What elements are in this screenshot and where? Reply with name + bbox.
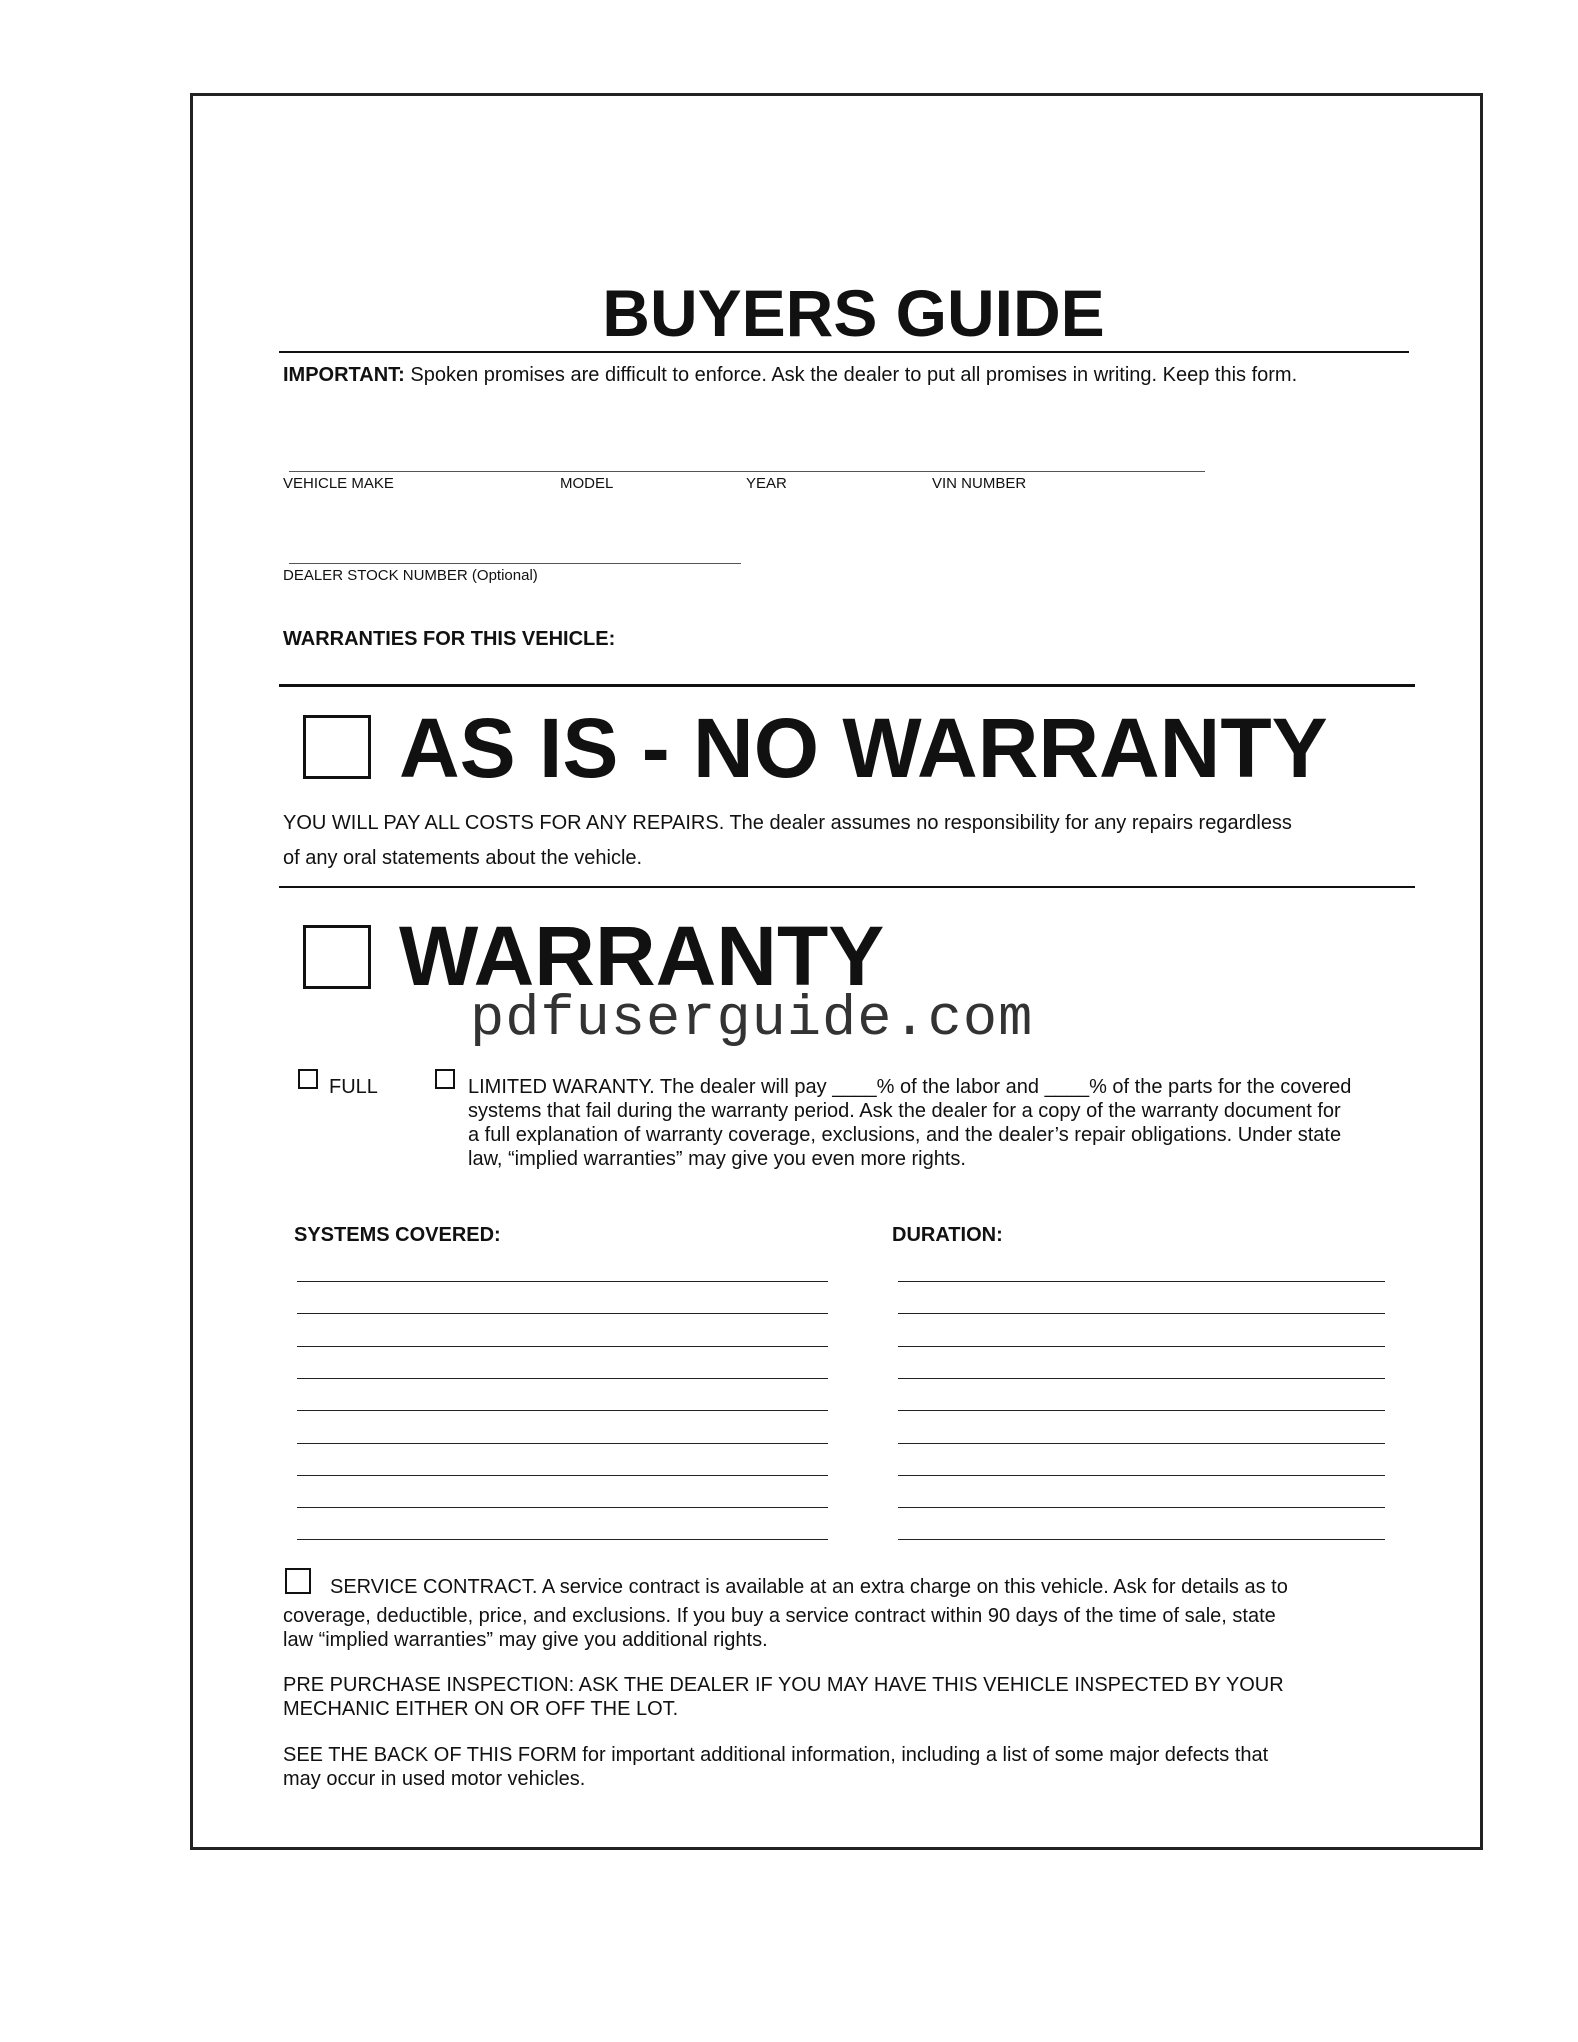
important-text: Spoken promises are difficult to enforce. Ask the dealer to put all promises in writing. Keep this form. <box>410 364 1298 386</box>
limited-warranty-line3: a full explanation of warranty coverage, exclusions, and the dealer’s repair obligations. Under state <box>468 1124 1342 1146</box>
vehicle-info-line[interactable] <box>289 471 1205 472</box>
systems-covered-line[interactable] <box>297 1539 828 1540</box>
as-is-checkbox[interactable] <box>303 715 371 779</box>
service-contract-line3: law “implied warranties” may give you additional rights. <box>283 1629 768 1651</box>
important-notice <box>283 362 1297 388</box>
warranty-heading: WARRANTY <box>399 909 885 1003</box>
full-warranty-checkbox[interactable] <box>298 1069 318 1089</box>
duration-line[interactable] <box>898 1281 1385 1282</box>
service-contract-line2: coverage, deductible, price, and exclusions. If you buy a service contract within 90 days of the time of sale, state <box>283 1605 1276 1627</box>
as-is-text-line1: YOU WILL PAY ALL COSTS FOR ANY REPAIRS. The dealer assumes no responsibility for any repairs regardless <box>283 812 1292 834</box>
service-contract-line1: SERVICE CONTRACT. A service contract is available at an extra charge on this vehicle. Ask for details as to <box>330 1576 1288 1598</box>
systems-covered-line[interactable] <box>297 1443 828 1444</box>
warranties-header: WARRANTIES FOR THIS VEHICLE: <box>283 628 616 650</box>
section-divider-top <box>279 684 1415 687</box>
systems-covered-line[interactable] <box>297 1475 828 1476</box>
see-back-line2: may occur in used motor vehicles. <box>283 1768 586 1790</box>
duration-line[interactable] <box>898 1475 1385 1476</box>
important-label: IMPORTANT: <box>283 364 405 386</box>
duration-line[interactable] <box>898 1410 1385 1411</box>
year-label: YEAR <box>746 475 787 492</box>
systems-covered-line[interactable] <box>297 1410 828 1411</box>
section-divider-middle <box>279 886 1415 888</box>
pre-purchase-line2: MECHANIC EITHER ON OR OFF THE LOT. <box>283 1698 679 1720</box>
limited-warranty-line1: LIMITED WARANTY. The dealer will pay ____% of the labor and ____% of the parts for the covered <box>468 1076 1352 1098</box>
watermark: pdfuserguide.com <box>470 988 1034 1052</box>
dealer-stock-number-label: DEALER STOCK NUMBER (Optional) <box>283 567 538 584</box>
as-is-text-line2: of any oral statements about the vehicle. <box>283 847 643 869</box>
vehicle-make-label: VEHICLE MAKE <box>283 475 394 492</box>
systems-covered-line[interactable] <box>297 1346 828 1347</box>
title-underline <box>279 351 1409 353</box>
duration-line[interactable] <box>898 1507 1385 1508</box>
see-back-line1: SEE THE BACK OF THIS FORM for important additional information, including a list of some major defects that <box>283 1744 1269 1766</box>
duration-label: DURATION: <box>892 1224 1003 1246</box>
duration-line[interactable] <box>898 1443 1385 1444</box>
systems-covered-line[interactable] <box>297 1281 828 1282</box>
duration-line[interactable] <box>898 1378 1385 1379</box>
limited-warranty-line2: systems that fail during the warranty period. Ask the dealer for a copy of the warranty document for <box>468 1100 1341 1122</box>
systems-covered-line[interactable] <box>297 1378 828 1379</box>
systems-covered-label: SYSTEMS COVERED: <box>294 1224 501 1246</box>
duration-line[interactable] <box>898 1346 1385 1347</box>
systems-covered-line[interactable] <box>297 1507 828 1508</box>
limited-warranty-line4: law, “implied warranties” may give you even more rights. <box>468 1148 966 1170</box>
model-label: MODEL <box>560 475 614 492</box>
limited-warranty-checkbox[interactable] <box>435 1069 455 1089</box>
full-warranty-label: FULL <box>329 1076 378 1098</box>
warranty-checkbox[interactable] <box>303 925 371 989</box>
as-is-heading: AS IS - NO WARRANTY <box>399 701 1328 795</box>
duration-line[interactable] <box>898 1539 1385 1540</box>
page-title: BUYERS GUIDE <box>602 276 1105 350</box>
pre-purchase-line1: PRE PURCHASE INSPECTION: ASK THE DEALER IF YOU MAY HAVE THIS VEHICLE INSPECTED BY YOUR <box>283 1674 1284 1696</box>
systems-covered-line[interactable] <box>297 1313 828 1314</box>
vin-number-label: VIN NUMBER <box>932 475 1027 492</box>
service-contract-checkbox[interactable] <box>285 1568 311 1594</box>
duration-line[interactable] <box>898 1313 1385 1314</box>
stock-number-line[interactable] <box>289 563 741 564</box>
